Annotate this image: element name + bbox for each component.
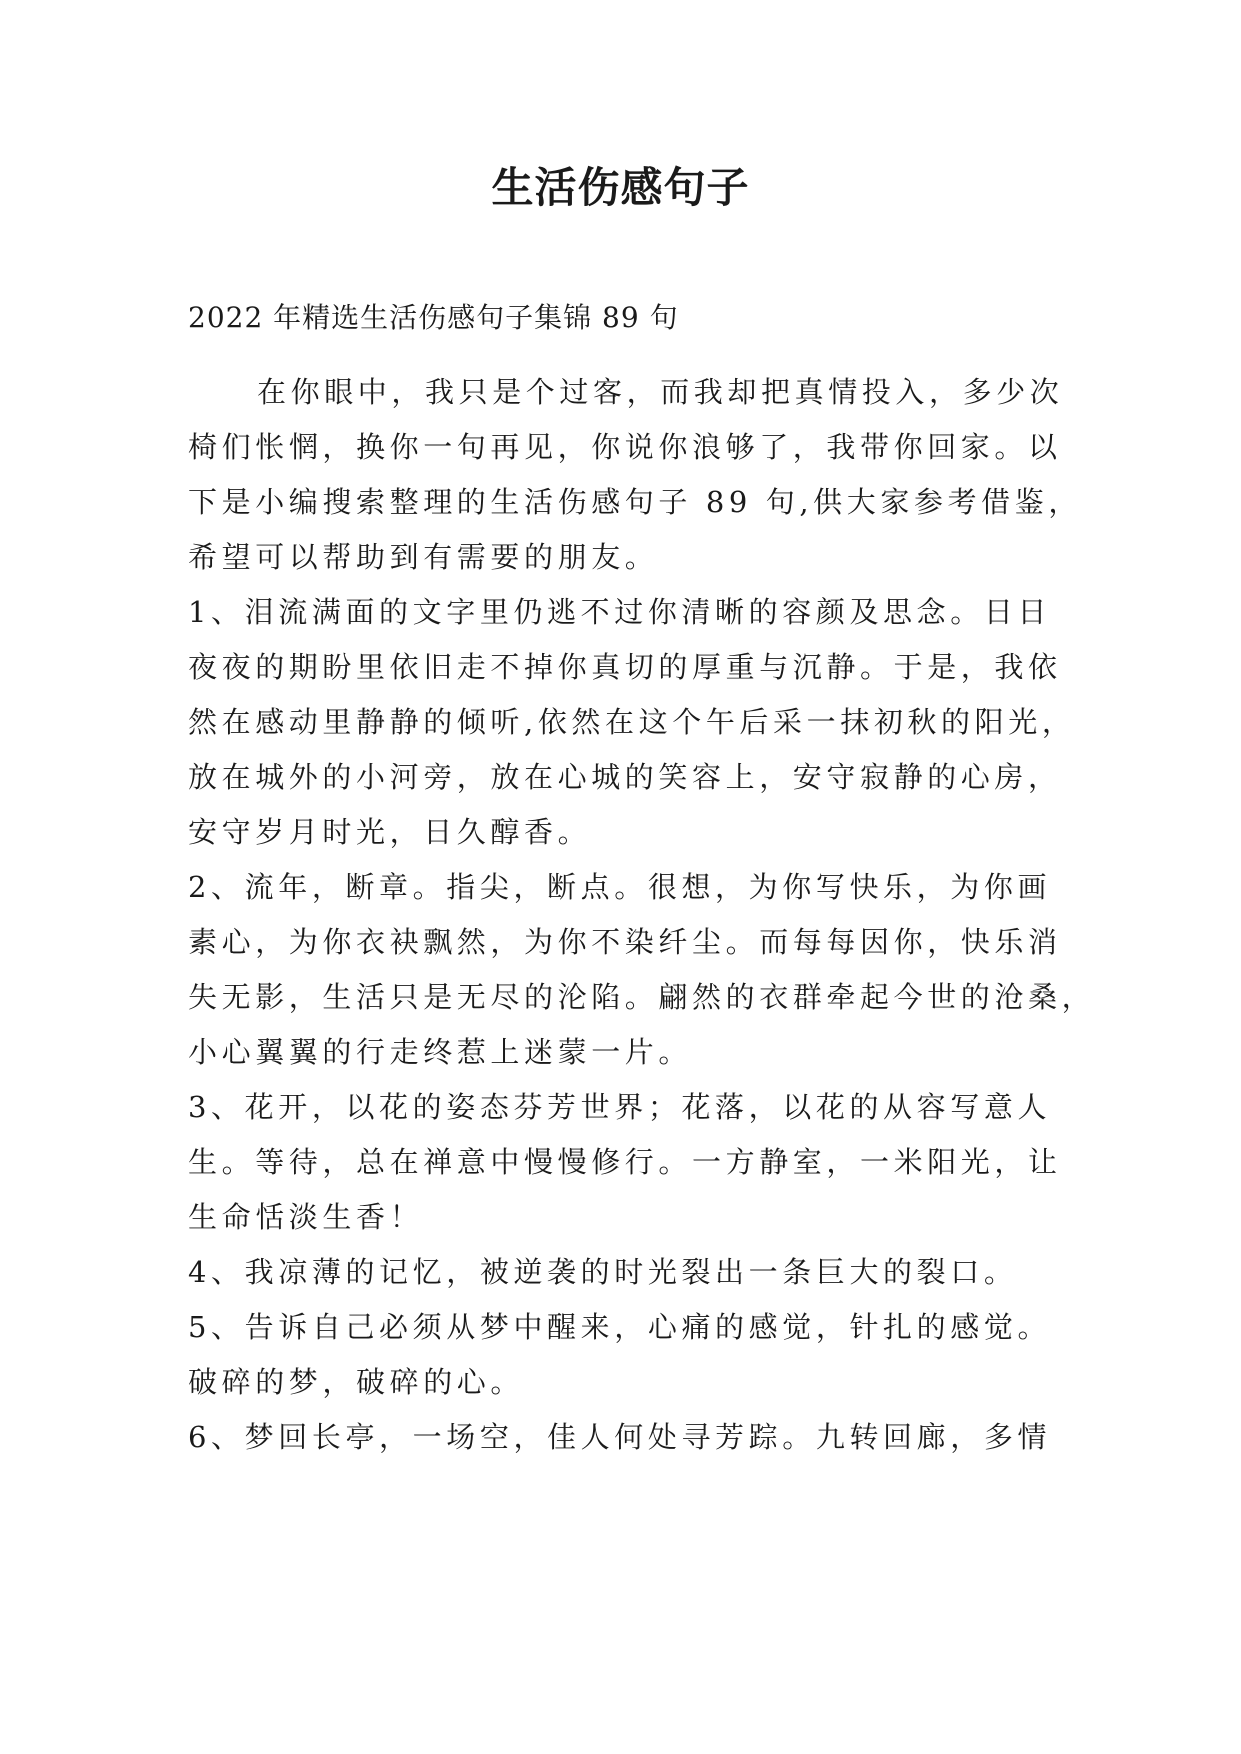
item-3-line-1: 3、花开，以花的姿态芬芳世界；花落，以花的从容写意人 [188, 1090, 1052, 1124]
intro-line-2: 椅们怅惘，换你一句再见，你说你浪够了，我带你回家。以 [188, 430, 1062, 464]
intro-line-1: 在你眼中，我只是个过客，而我却把真情投入，多少次 [257, 375, 1064, 409]
item-3-line-2: 生。等待，总在禅意中慢慢修行。一方静室，一米阳光，让 [188, 1145, 1062, 1179]
item-5-line-1: 5、告诉自己必须从梦中醒来，心痛的感觉，针扎的感觉。 [188, 1310, 1052, 1344]
item-1-line-2: 夜夜的期盼里依旧走不掉你真切的厚重与沉静。于是，我依 [188, 650, 1062, 684]
item-4-line-1: 4、我凉薄的记忆，被逆袭的时光裂出一条巨大的裂口。 [188, 1255, 1018, 1289]
item-2-line-3: 失无影，生活只是无尽的沦陷。翩然的衣群牵起今世的沧桑， [188, 980, 1096, 1014]
item-2-line-2: 素心，为你衣袂飘然，为你不染纤尘。而每每因你，快乐消 [188, 925, 1062, 959]
item-1-line-3: 然在感动里静静的倾听,依然在这个午后采一抹初秋的阳光， [188, 705, 1076, 739]
item-3-line-3: 生命恬淡生香！ [188, 1200, 424, 1234]
item-6-line-1: 6、梦回长亭，一场空，佳人何处寻芳踪。九转回廊，多情 [188, 1420, 1052, 1454]
document-title: 生活伤感句子 [491, 163, 750, 212]
document-subtitle: 2022 年精选生活伤感句子集锦 89 句 [188, 301, 679, 334]
intro-line-3: 下是小编搜索整理的生活伤感句子 89 句,供大家参考借鉴， [188, 485, 1082, 519]
item-2-line-1: 2、流年，断章。指尖，断点。很想，为你写快乐，为你画 [188, 870, 1052, 904]
item-5-line-2: 破碎的梦，破碎的心。 [188, 1365, 525, 1399]
item-2-line-4: 小心翼翼的行走终惹上迷蒙一片。 [188, 1035, 693, 1069]
intro-line-4: 希望可以帮助到有需要的朋友。 [188, 540, 659, 574]
item-1-line-4: 放在城外的小河旁，放在心城的笑容上，安守寂静的心房， [188, 760, 1062, 794]
item-1-line-5: 安守岁月时光，日久醇香。 [188, 815, 592, 849]
item-1-line-1: 1、泪流满面的文字里仍逃不过你清晰的容颜及思念。日日 [188, 595, 1052, 629]
